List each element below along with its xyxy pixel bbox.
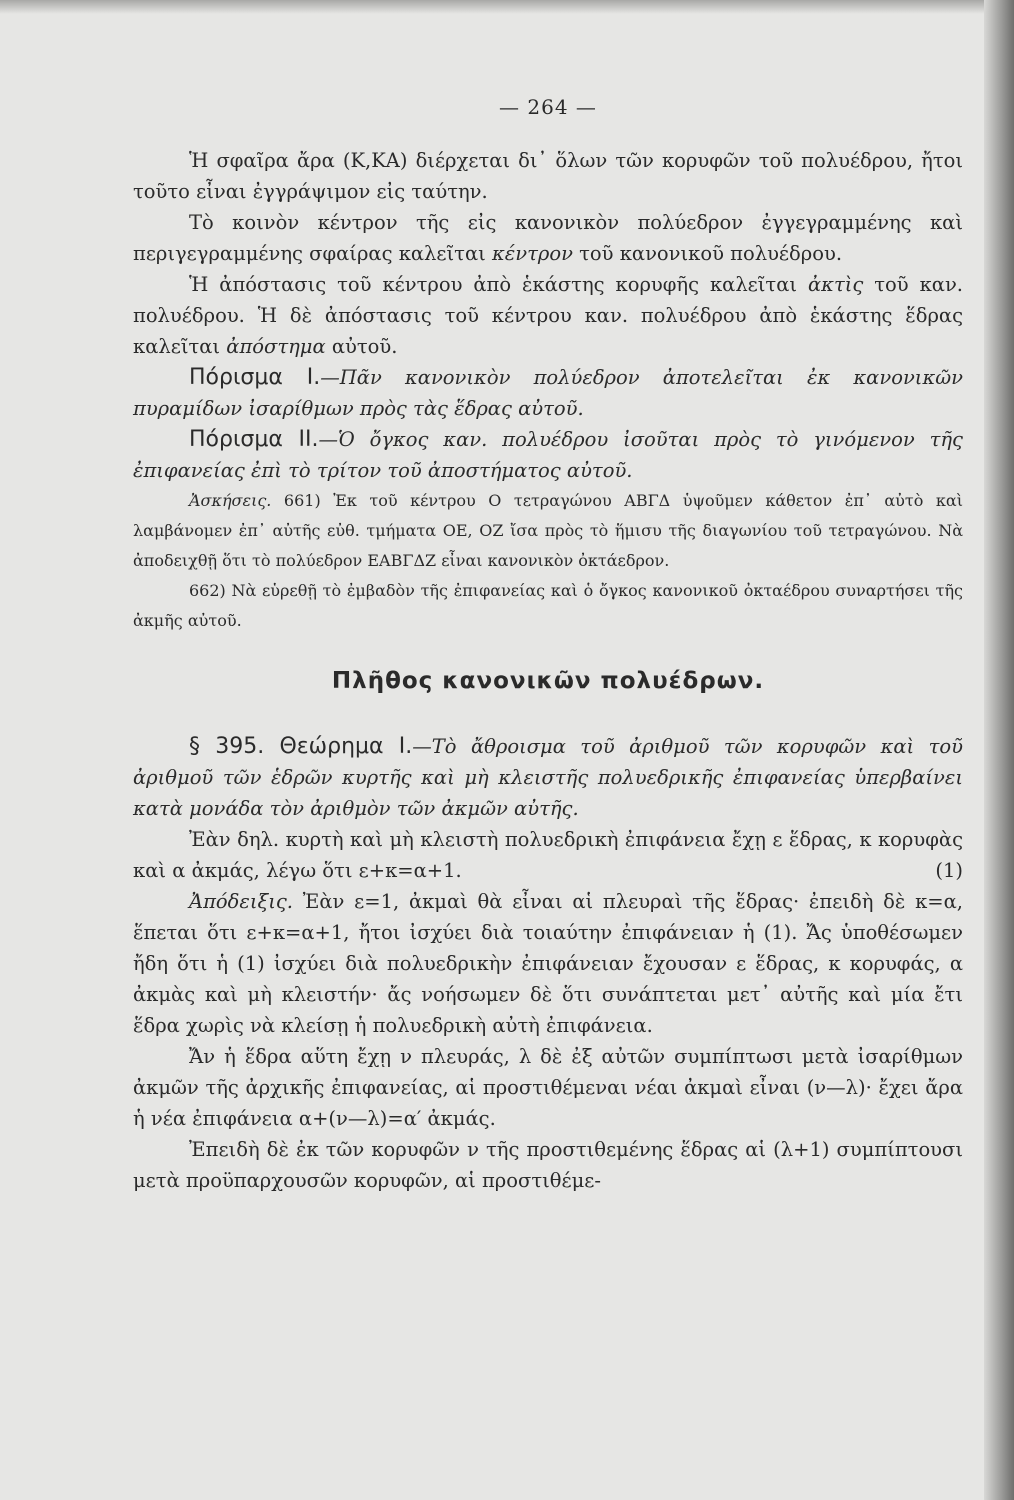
section-heading: Πλῆθος κανονικῶν πολυέδρων. <box>331 668 765 694</box>
corollary-1-label: Πόρισμα Ι. <box>189 365 321 390</box>
corollary-2-text: —Ὁ ὄγκος καν. πολυέδρου ἰσοῦται πρὸς τὸ γινόμενον τῆς ἐπιφανείας ἐπὶ τὸ τρίτον τοῦ ἀποστήματος αὐτοῦ. <box>133 428 963 482</box>
page-right-edge <box>984 0 1014 1500</box>
exercise-661: Ἀσκήσεις. 661) Ἐκ τοῦ κέντρου Ο τετραγώνου ΑΒΓΔ ὑψοῦμεν κάθετον ἐπ᾽ αὐτὸ καὶ λαμβάνομεν ἐπ᾽ αὐτῆς εὐθ. τμήματα ΟΕ, ΟΖ ἴσα πρὸς τὸ ἥμισυ τῆς διαγωνίου τοῦ τετραγώνου. Νὰ ἀποδειχθῇ ὅτι τὸ πολύεδρον ΕΑΒΓΔΖ εἶναι κανονικὸν ὀκτάεδρον. <box>133 491 963 570</box>
paragraph-vertices: Ἐπειδὴ δὲ ἐκ τῶν κορυφῶν ν τῆς προστιθεμένης ἕδρας αἱ (λ+1) συμπίπτουσι μετὰ προϋπαρχουσῶν κορυφῶν, αἱ προστιθέμε- <box>133 1138 963 1192</box>
term-apothem: ἀπόστημα <box>226 335 326 358</box>
page-number: — 264 — <box>499 95 597 119</box>
paragraph-statement: Ἐὰν δηλ. κυρτὴ καὶ μὴ κλειστὴ πολυεδρικὴ ἐπιφάνεια ἔχῃ ε ἕδρας, κ κορυφὰς καὶ α ἀκμάς, λέγω ὅτι ε+κ=α+1. (1) <box>133 824 963 886</box>
paragraph-proof: Ἀπόδειξις. Ἐὰν ε=1, ἀκμαὶ θὰ εἶναι αἱ πλευραὶ τῆς ἕδρας· ἐπειδὴ δὲ κ=α, ἕπεται ὅτι ε+κ=α+1, ἤτοι ἰσχύει διὰ τοιαύτην ἐπιφάνειαν ἡ (1). Ἄς ὑποθέσωμεν ἤδη ὅτι ἡ (1) ἰσχύει διὰ πολυεδρικὴν ἐπιφάνειαν ἔχουσαν ε ἕδρας, κ κορυφάς, α ἀκμὰς καὶ μὴ κλειστήν· ἄς νοήσωμεν δὲ ὅτι συνάπτεται μετ᾽ αὐτῆς καὶ μία ἔτι ἕδρα χωρὶς νὰ κλείσῃ ἡ πολυεδρικὴ αὐτὴ ἐπιφάνεια. <box>133 890 963 1037</box>
page-text <box>133 92 963 1196</box>
theorem-1-text: —Τὸ ἄθροισμα τοῦ ἀριθμοῦ τῶν κορυφῶν καὶ τοῦ ἀριθμοῦ τῶν ἑδρῶν κυρτῆς καὶ μὴ κλειστῆς πολυεδρικῆς ἐπιφανείας ὑπερβαίνει κατὰ μονάδα τὸν ἀριθμὸν τῶν ἀκμῶν αὐτῆς. <box>133 735 964 820</box>
term-center: κέντρον <box>491 242 573 265</box>
theorem-1-label: § 395. Θεώρημα Ι. <box>189 734 413 759</box>
corollary-2 <box>133 424 963 486</box>
paragraph-sphere: Ἡ σφαῖρα ἄρα (Κ,ΚΑ) διέρχεται δι᾽ ὅλων τῶν κορυφῶν τοῦ πολυέδρου, ἤτοι τοῦτο εἶναι ἐγγράψιμον εἰς ταύτην. <box>133 149 963 203</box>
page-top-shadow <box>0 0 1014 14</box>
paragraph-new-face: Ἄν ἡ ἕδρα αὕτη ἔχῃ ν πλευράς, λ δὲ ἐξ αὐτῶν συμπίπτωσι μετὰ ἰσαρίθμων ἀκμῶν τῆς ἀρχικῆς ἐπιφανείας, αἱ προστιθέμεναι νέαι ἀκμαὶ εἶναι (ν—λ)· ἔχει ἄρα ἡ νέα ἐπιφάνεια α+(ν—λ)=α′ ἀκμάς. <box>133 1045 963 1130</box>
exercises-label: Ἀσκήσεις. <box>189 491 272 510</box>
corollary-1-text: —Πᾶν κανονικὸν πολύεδρον ἀποτελεῖται ἐκ κανονικῶν πυραμίδων ἰσαρίθμων πρὸς τὰς ἕδρας αὐτοῦ. <box>133 366 963 420</box>
theorem-1 <box>133 731 963 824</box>
paragraph-center: Τὸ κοινὸν κέντρον τῆς εἰς κανονικὸν πολύεδρον ἐγγεγραμμένης καὶ περιγεγραμμένης σφαίρας καλεῖται κέντρον τοῦ κανονικοῦ πολυέδρου. <box>133 211 963 265</box>
corollary-1 <box>133 362 963 424</box>
exercise-662: 662) Νὰ εὑρεθῇ τὸ ἐμβαδὸν τῆς ἐπιφανείας καὶ ὁ ὄγκος κανονικοῦ ὀκταέδρου συναρτήσει τῆς ἀκμῆς αὐτοῦ. <box>133 581 963 630</box>
corollary-2-label: Πόρισμα ΙΙ. <box>189 427 319 452</box>
paragraph-radius: Ἡ ἀπόστασις τοῦ κέντρου ἀπὸ ἑκάστης κορυφῆς καλεῖται ἀκτὶς τοῦ καν. πολυέδρου. Ἡ δὲ ἀπόστασις τοῦ κέντρου καν. πολυέδρου ἀπὸ ἑκάστης ἕδρας καλεῖται ἀπόστημα αὐτοῦ. <box>133 273 964 358</box>
proof-label: Ἀπόδειξις. <box>189 890 293 913</box>
equation-number: (1) <box>935 859 963 882</box>
term-radius: ἀκτὶς <box>808 273 864 296</box>
